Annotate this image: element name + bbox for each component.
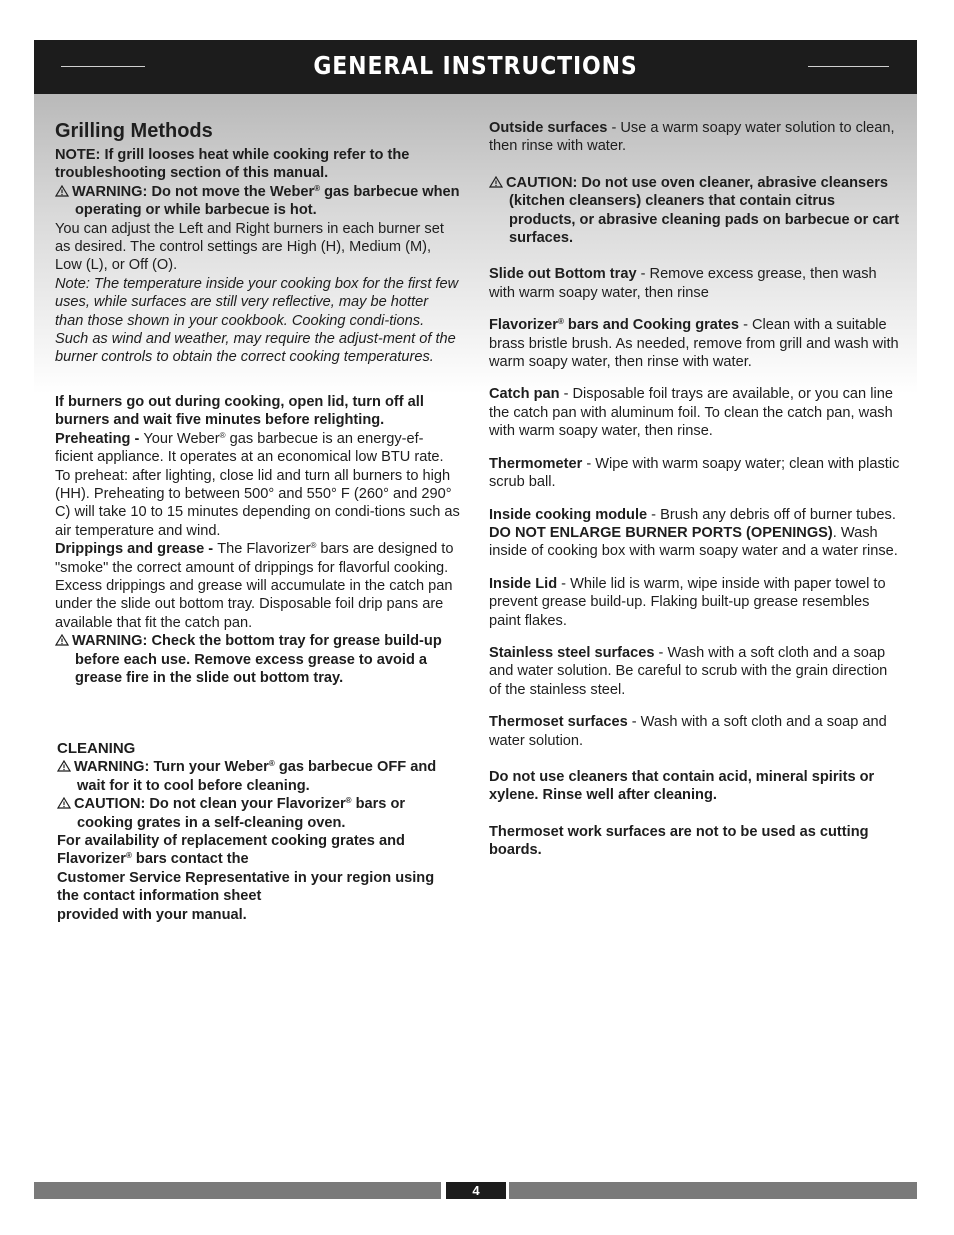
availability-text-a: For availability of replacement cooking grates and Flavorizer [57, 833, 405, 868]
warning-icon [57, 760, 71, 772]
registered-mark: ® [268, 759, 275, 769]
footer-left-bar [34, 1182, 441, 1199]
caution-oven-text-b: bars or cooking grates in a self-cleaning oven. [77, 796, 406, 831]
outside-surfaces-text: - Use a warm soapy water solution to clean, then rinse with water. [489, 120, 895, 155]
cooking-module-label: Inside cooking module [489, 506, 648, 523]
cooking-module-text-a: - Brush any debris off of burner tubes. [647, 506, 896, 523]
preheating-label: Preheating - [55, 430, 144, 447]
burner-adjust-text: You can adjust the Left and Right burners in each burner set as desired. The control settings are High (H), Medium (M), Low (L), or Off (O). [55, 220, 444, 274]
inside-lid-text: - While lid is warm, wipe inside with paper towel to prevent grease build-up. Flaking built-up grease resembles paint flakes. [489, 575, 886, 629]
thermoset-label: Thermoset surfaces [489, 714, 628, 731]
stainless-text: - Wash with a soft cloth and a soap and water solution. Be careful to scrub with the grain direction of the stainless steel. [489, 644, 888, 698]
flavorizer-bars-grates [489, 316, 901, 371]
registered-mark: ® [557, 317, 564, 327]
stainless-steel-surfaces [489, 644, 901, 699]
warning-turn-off [57, 758, 460, 795]
thermoset-text: - Wash with a soft cloth and a soap and water solution. [489, 714, 887, 749]
replacement-availability-a [57, 832, 460, 869]
page-number: 4 [446, 1182, 506, 1199]
replacement-availability-c: provided with your manual. [57, 906, 247, 923]
no-cutting-boards: Thermoset work surfaces are not to be used as cutting boards. [489, 823, 869, 859]
warning-turn-off-text-a: WARNING: Turn your Weber [74, 759, 269, 776]
registered-mark: ® [314, 183, 321, 193]
troubleshooting-note: NOTE: If grill looses heat while cooking refer to the troubleshooting section of this manual. [55, 147, 410, 182]
cleaning-section [55, 739, 460, 924]
page-title: GENERAL INSTRUCTIONS [313, 51, 638, 80]
warning-move-text-a: WARNING: Do not move the Weber [72, 183, 315, 200]
cooking-module-text-b: . Wash inside of cooking box with warm soapy water and a water rinse. [489, 524, 898, 560]
catch-pan [489, 385, 901, 440]
caution-oven-cleaner [489, 174, 901, 248]
burners-out-instruction: If burners go out during cooking, open lid, turn off all burners and wait five minutes before relighting. [55, 393, 424, 429]
registered-mark: ® [310, 541, 317, 551]
inside-lid-label: Inside Lid [489, 575, 558, 592]
stainless-label: Stainless steel surfaces [489, 644, 655, 661]
grilling-methods-heading: Grilling Methods [55, 120, 213, 142]
registered-mark: ® [219, 430, 226, 440]
header-right-rule [808, 66, 889, 67]
outside-surfaces [489, 119, 901, 156]
caution-oven-text-a: CAUTION: Do not clean your Flavorizer [74, 796, 346, 813]
warning-move-barbecue [55, 183, 460, 220]
warning-grease-text: WARNING: Check the bottom tray for grease build-up before each use. Remove excess grease to avoid a grease fire in the slide out bottom tray. [72, 633, 442, 686]
warning-icon [489, 176, 503, 188]
registered-mark: ® [345, 796, 352, 806]
inside-cooking-module [489, 506, 901, 561]
cleaning-heading: CLEANING [57, 740, 136, 758]
inside-lid [489, 575, 901, 630]
drippings-text-b: bars are designed to "smoke" the correct amount of drippings for flavorful cooking. Excess drippings and grease will accumulate in the catch pan under the slide out bottom tray. Disposable foil drip pans are available that fit the catch pan. [55, 541, 454, 631]
replacement-availability-b: Customer Service Representative in your region using the contact information sheet [57, 869, 435, 905]
availability-text-b: bars contact the [131, 851, 249, 868]
caution-self-clean-oven [57, 795, 460, 832]
thermometer-label: Thermometer [489, 455, 583, 472]
thermoset-surfaces [489, 713, 901, 750]
temperature-note: Note: The temperature inside your cooking box for the first few uses, while surfaces are still very reflective, may be hotter than those shown in your cookbook. Cooking condi-tions. Such as wind and weather, may require the adjust-ment of the burner controls to obtain the correct cooking temperatures. [55, 275, 459, 366]
preheating-text-b: gas barbecue is an energy-ef-ficient appliance. It operates at an economical low BTU rate. To preheat: after lighting, close lid and turn all burners to high (HH). Preheating to between 500° and 550° F (260° and 290° C) will take 10 to 15 minutes depending on condi-tions such as air temperature and wind. [55, 430, 460, 539]
flavorizer-label-a: Flavorizer [489, 317, 558, 334]
warning-grease-tray [55, 632, 460, 687]
no-acid-cleaners: Do not use cleaners that contain acid, mineral spirits or xylene. Rinse well after cleaning. [489, 768, 875, 804]
warning-move-text-b: gas barbecue when operating or while barbecue is hot. [75, 183, 460, 219]
preheating-paragraph [55, 430, 460, 540]
cooking-module-warning: DO NOT ENLARGE BURNER PORTS (OPENINGS) [489, 524, 833, 541]
warning-icon [57, 797, 71, 809]
catch-pan-label: Catch pan [489, 386, 560, 403]
catch-pan-text: - Disposable foil trays are available, or you can line the catch pan with aluminum foil. To clean the catch pan, wash with warm soapy water, then rinse. [489, 386, 893, 440]
slide-out-bottom-tray [489, 265, 901, 302]
preheating-text-a: Your Weber [143, 430, 220, 447]
page-header [34, 40, 917, 94]
slide-tray-label: Slide out Bottom tray [489, 266, 637, 283]
flavorizer-text: - Clean with a suitable brass bristle brush. As needed, remove from grill and wash with warm soapy water, then rinse with water. [489, 317, 899, 371]
caution-oven-cleaner-text: CAUTION: Do not use oven cleaner, abrasive cleansers (kitchen cleansers) cleaners that contain citrus products, or abrasive cleaning pads on barbecue or cart surfaces. [506, 174, 900, 247]
outside-surfaces-label: Outside surfaces [489, 120, 608, 136]
thermometer [489, 455, 901, 492]
warning-turn-off-text-b: gas barbecue OFF and wait for it to cool before cleaning. [77, 759, 437, 794]
footer-right-bar [509, 1182, 917, 1199]
left-column [55, 117, 460, 924]
flavorizer-label-b: bars and Cooking grates [563, 317, 740, 334]
drippings-text-a: The Flavorizer [217, 541, 311, 558]
warning-icon [55, 634, 69, 646]
warning-icon [55, 185, 69, 197]
drippings-label: Drippings and grease - [55, 541, 218, 558]
right-column [489, 119, 901, 860]
thermometer-text: - Wipe with warm soapy water; clean with plastic scrub ball. [489, 455, 900, 491]
drippings-paragraph [55, 540, 460, 632]
registered-mark: ® [125, 851, 132, 861]
slide-tray-text: - Remove excess grease, then wash with warm soapy water, then rinse [489, 266, 877, 301]
